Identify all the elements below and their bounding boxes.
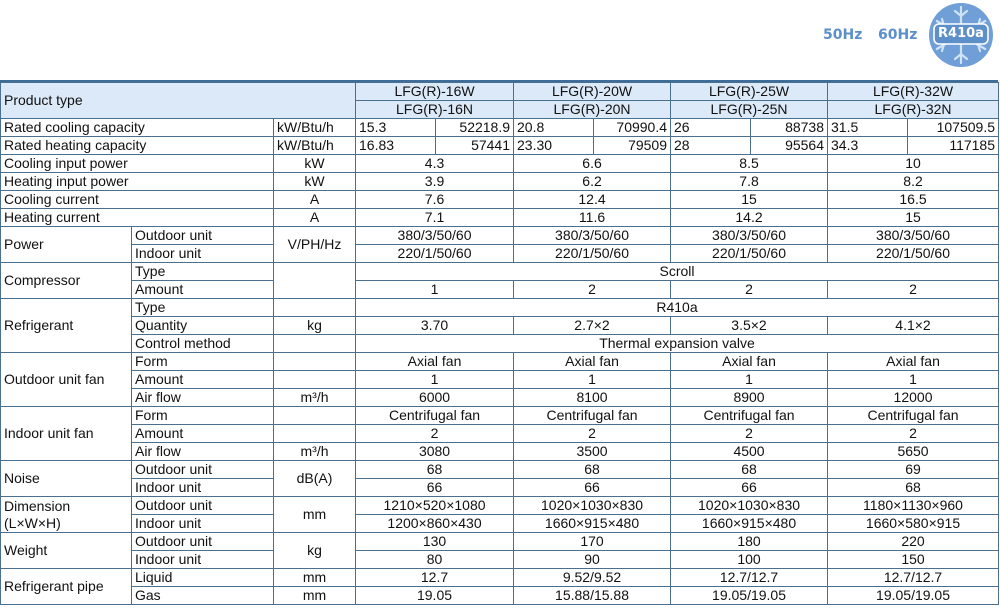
unit-cell: m³/h	[274, 389, 356, 407]
unit-cell	[274, 353, 356, 371]
unit-cell	[274, 299, 356, 317]
value-cell: 66	[671, 479, 828, 497]
value-cell: 12.7	[356, 569, 514, 587]
value-cell: 12.7/12.7	[671, 569, 828, 587]
sub-label: Outdoor unit	[132, 227, 274, 245]
value-cell: 68	[356, 461, 514, 479]
value-cell: 12.7/12.7	[828, 569, 999, 587]
sub-label: Air flow	[132, 443, 274, 461]
row-label: Power	[1, 227, 132, 263]
table-row	[1, 191, 999, 209]
value-cell: Centrifugal fan	[356, 407, 514, 425]
sub-label: Liquid	[132, 569, 274, 587]
row-label: Noise	[1, 461, 132, 497]
value-cell: Centrifugal fan	[671, 407, 828, 425]
value-cell: 3.9	[356, 173, 514, 191]
value-cell: 8.2	[828, 173, 999, 191]
value-cell: 11.6	[514, 209, 671, 227]
unit-cell	[274, 263, 356, 299]
value-cell: 68	[514, 461, 671, 479]
row-label: Outdoor unit fan	[1, 353, 132, 407]
value-cell: Axial fan	[514, 353, 671, 371]
value-cell: 117185	[908, 137, 999, 155]
table-row	[1, 317, 999, 335]
value-cell: 16.5	[828, 191, 999, 209]
value-cell: 8100	[514, 389, 671, 407]
value-cell: 31.5	[828, 119, 908, 137]
value-cell: 220/1/50/60	[356, 245, 514, 263]
model-n-cell: LFG(R)-16N	[356, 101, 514, 119]
unit-cell: kW	[274, 155, 356, 173]
value-cell: 2	[514, 425, 671, 443]
value-cell: 2	[514, 281, 671, 299]
table-row	[1, 263, 999, 281]
value-cell: 1020×1030×830	[514, 497, 671, 515]
sub-label: Indoor unit	[132, 551, 274, 569]
table-row	[1, 245, 999, 263]
value-cell: 80	[356, 551, 514, 569]
model-w-cell: LFG(R)-16W	[356, 83, 514, 101]
value-cell: 7.6	[356, 191, 514, 209]
sub-label: Amount	[132, 281, 274, 299]
value-cell: 1660×580×915	[828, 515, 999, 533]
table-row	[1, 371, 999, 389]
table-row	[1, 227, 999, 245]
model-n-cell: LFG(R)-25N	[671, 101, 828, 119]
table-row	[1, 83, 999, 101]
model-w-cell: LFG(R)-32W	[828, 83, 999, 101]
sub-label: Control method	[132, 335, 274, 353]
value-cell: 1	[828, 371, 999, 389]
value-cell: 2	[828, 425, 999, 443]
value-cell: 70990.4	[594, 119, 671, 137]
value-cell: 66	[356, 479, 514, 497]
value-cell: 107509.5	[908, 119, 999, 137]
product-type-label: Product type	[1, 83, 356, 119]
freq-50hz-label: 50Hz	[823, 27, 863, 43]
table-row	[1, 155, 999, 173]
sub-label: Gas	[132, 587, 274, 605]
value-cell: 19.05	[356, 587, 514, 605]
sub-label: Air flow	[132, 389, 274, 407]
table-row	[1, 497, 999, 515]
row-label: Refrigerant pipe	[1, 569, 132, 605]
value-cell: 6000	[356, 389, 514, 407]
unit-cell	[274, 335, 356, 353]
table-row	[1, 461, 999, 479]
value-cell: 15.88/15.88	[514, 587, 671, 605]
value-cell: 3080	[356, 443, 514, 461]
unit-cell: m³/h	[274, 443, 356, 461]
value-cell: 3500	[514, 443, 671, 461]
sub-label: Amount	[132, 425, 274, 443]
value-cell: 380/3/50/60	[828, 227, 999, 245]
value-cell: 4500	[671, 443, 828, 461]
model-w-cell: LFG(R)-25W	[671, 83, 828, 101]
value-cell: 57441	[436, 137, 514, 155]
value-cell: 2	[671, 281, 828, 299]
value-cell: 1200×860×430	[356, 515, 514, 533]
row-label: Rated cooling capacity	[1, 119, 274, 137]
value-cell: 2	[828, 281, 999, 299]
unit-cell: kg	[274, 533, 356, 569]
value-cell: 10	[828, 155, 999, 173]
value-cell: 66	[514, 479, 671, 497]
row-label: Compressor	[1, 263, 132, 299]
value-cell: 28	[671, 137, 751, 155]
table-row	[1, 407, 999, 425]
value-cell: 2	[671, 425, 828, 443]
value-cell: 1180×1130×960	[828, 497, 999, 515]
dimension-label: Dimension	[4, 497, 71, 514]
row-label: Cooling current	[1, 191, 274, 209]
value-cell: 14.2	[671, 209, 828, 227]
value-cell: 6.2	[514, 173, 671, 191]
table-row	[1, 119, 999, 137]
value-cell: Axial fan	[356, 353, 514, 371]
value-cell: 7.1	[356, 209, 514, 227]
value-cell: 88738	[751, 119, 828, 137]
value-cell: 170	[514, 533, 671, 551]
unit-cell: mm	[274, 587, 356, 605]
badge-refrigerant-text: R410a	[938, 26, 984, 41]
value-cell: 15	[828, 209, 999, 227]
row-label: Refrigerant	[1, 299, 132, 353]
value-cell: 15.3	[356, 119, 436, 137]
unit-cell	[274, 407, 356, 425]
value-cell: 100	[671, 551, 828, 569]
value-cell: 2.7×2	[514, 317, 671, 335]
value-cell: 34.3	[828, 137, 908, 155]
value-cell: 3.70	[356, 317, 514, 335]
value-cell: 12.4	[514, 191, 671, 209]
table-row	[1, 389, 999, 407]
sub-label: Indoor unit	[132, 245, 274, 263]
table-row	[1, 353, 999, 371]
value-cell: 19.05/19.05	[828, 587, 999, 605]
table-row	[1, 173, 999, 191]
value-cell: 130	[356, 533, 514, 551]
table-row	[1, 209, 999, 227]
value-cell: 1	[356, 281, 514, 299]
value-cell: 1	[356, 371, 514, 389]
table-row	[1, 443, 999, 461]
value-cell: 12000	[828, 389, 999, 407]
table-row	[1, 335, 999, 353]
value-cell: 1660×915×480	[671, 515, 828, 533]
row-label: Heating current	[1, 209, 274, 227]
sub-label: Quantity	[132, 317, 274, 335]
value-cell: 8900	[671, 389, 828, 407]
sub-label: Form	[132, 407, 274, 425]
freq-60hz-label: 60Hz	[878, 27, 918, 43]
value-cell: Centrifugal fan	[514, 407, 671, 425]
value-cell: 69	[828, 461, 999, 479]
value-cell: 220/1/50/60	[828, 245, 999, 263]
value-cell: 15	[671, 191, 828, 209]
value-cell: 23.30	[514, 137, 594, 155]
sub-label: Form	[132, 353, 274, 371]
value-cell: R410a	[356, 299, 999, 317]
table-row	[1, 425, 999, 443]
row-label	[1, 497, 132, 533]
value-cell: Axial fan	[671, 353, 828, 371]
value-cell: 220	[828, 533, 999, 551]
value-cell: Scroll	[356, 263, 999, 281]
table-row	[1, 479, 999, 497]
value-cell: 1020×1030×830	[671, 497, 828, 515]
value-cell: 16.83	[356, 137, 436, 155]
unit-cell: kW	[274, 173, 356, 191]
value-cell: 150	[828, 551, 999, 569]
table-row	[1, 569, 999, 587]
unit-cell: A	[274, 209, 356, 227]
value-cell: 1	[514, 371, 671, 389]
row-label: Weight	[1, 533, 132, 569]
row-label: Rated heating capacity	[1, 137, 274, 155]
dimension-label-sub: (L×W×H)	[4, 514, 61, 531]
sub-label: Type	[132, 263, 274, 281]
unit-cell: mm	[274, 497, 356, 533]
unit-cell: A	[274, 191, 356, 209]
unit-cell: V/PH/Hz	[274, 227, 356, 263]
value-cell: 1	[671, 371, 828, 389]
value-cell: 380/3/50/60	[671, 227, 828, 245]
unit-cell: mm	[274, 569, 356, 587]
table-row	[1, 137, 999, 155]
value-cell: 6.6	[514, 155, 671, 173]
sub-label: Type	[132, 299, 274, 317]
value-cell: 220/1/50/60	[671, 245, 828, 263]
value-cell: 26	[671, 119, 751, 137]
table-row	[1, 281, 999, 299]
unit-cell: dB(A)	[274, 461, 356, 497]
table-row	[1, 551, 999, 569]
table-row	[1, 299, 999, 317]
value-cell: 5650	[828, 443, 999, 461]
value-cell: Centrifugal fan	[828, 407, 999, 425]
value-cell: 1210×520×1080	[356, 497, 514, 515]
unit-cell: kg	[274, 317, 356, 335]
value-cell: 52218.9	[436, 119, 514, 137]
row-label: Indoor unit fan	[1, 407, 132, 461]
value-cell: 79509	[594, 137, 671, 155]
unit-cell: kW/Btu/h	[274, 119, 356, 137]
table-row	[1, 587, 999, 605]
unit-cell	[274, 371, 356, 389]
unit-cell	[274, 425, 356, 443]
value-cell: 20.8	[514, 119, 594, 137]
value-cell: Thermal expansion valve	[356, 335, 999, 353]
spec-table	[0, 82, 999, 605]
value-cell: 3.5×2	[671, 317, 828, 335]
value-cell: 180	[671, 533, 828, 551]
value-cell: 90	[514, 551, 671, 569]
value-cell: 95564	[751, 137, 828, 155]
value-cell: 4.3	[356, 155, 514, 173]
value-cell: 7.8	[671, 173, 828, 191]
model-w-cell: LFG(R)-20W	[514, 83, 671, 101]
sub-label: Indoor unit	[132, 515, 274, 533]
value-cell: 2	[356, 425, 514, 443]
row-label: Heating input power	[1, 173, 274, 191]
value-cell: 8.5	[671, 155, 828, 173]
sub-label: Outdoor unit	[132, 461, 274, 479]
value-cell: 19.05/19.05	[671, 587, 828, 605]
table-row	[1, 515, 999, 533]
value-cell: 68	[828, 479, 999, 497]
value-cell: 68	[671, 461, 828, 479]
sub-label: Outdoor unit	[132, 533, 274, 551]
sub-label: Amount	[132, 371, 274, 389]
model-n-cell: LFG(R)-20N	[514, 101, 671, 119]
sub-label: Indoor unit	[132, 479, 274, 497]
value-cell: 9.52/9.52	[514, 569, 671, 587]
sub-label: Outdoor unit	[132, 497, 274, 515]
value-cell: 4.1×2	[828, 317, 999, 335]
value-cell: 380/3/50/60	[514, 227, 671, 245]
table-row	[1, 533, 999, 551]
value-cell: 380/3/50/60	[356, 227, 514, 245]
value-cell: 220/1/50/60	[514, 245, 671, 263]
value-cell: 1660×915×480	[514, 515, 671, 533]
row-label: Cooling input power	[1, 155, 274, 173]
unit-cell: kW/Btu/h	[274, 137, 356, 155]
model-n-cell: LFG(R)-32N	[828, 101, 999, 119]
r410a-snowflake-badge	[928, 2, 994, 68]
value-cell: Axial fan	[828, 353, 999, 371]
